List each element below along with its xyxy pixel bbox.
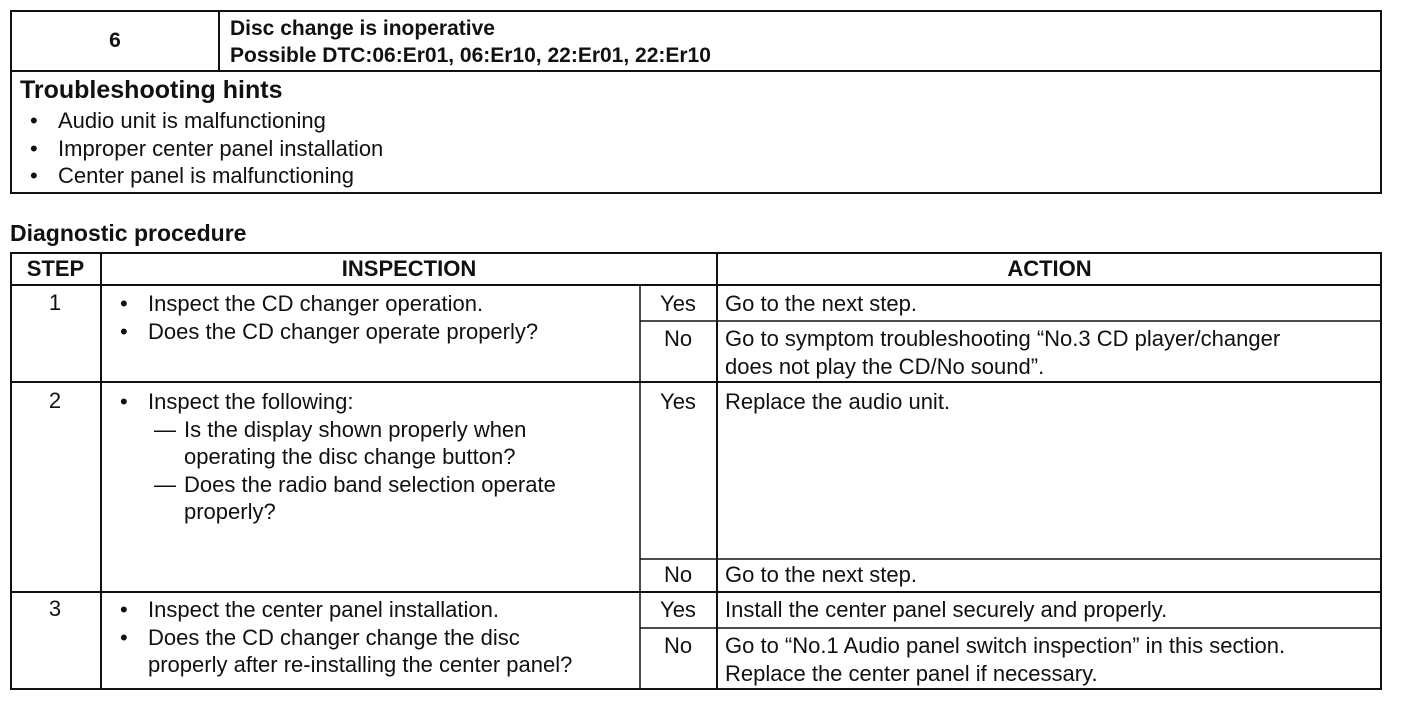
- symptom-dtc: Possible DTC:06:Er01, 06:Er10, 22:Er01, 22:Er10: [230, 44, 711, 67]
- yes-action: Go to the next step.: [725, 291, 918, 316]
- inspection-sub-item-cont: operating the disc change button?: [184, 444, 516, 469]
- inspection-sub-item-cont: properly?: [184, 499, 276, 524]
- inspection-item: • Does the CD changer change the disc: [120, 624, 520, 650]
- hint-item: [24, 135, 383, 163]
- header-action: ACTION: [1007, 256, 1092, 281]
- yes-label: Yes: [660, 291, 696, 316]
- symptom-title-block: [230, 15, 711, 69]
- dash-icon: —: [154, 471, 176, 497]
- step-inspection: [116, 290, 646, 345]
- no-label: No: [663, 326, 693, 351]
- hint-text: Improper center panel installation: [58, 135, 384, 161]
- bullet-icon: •: [30, 163, 38, 188]
- bullet-icon: •: [30, 108, 38, 133]
- step-inspection: [116, 596, 646, 679]
- bullet-icon: •: [120, 624, 128, 650]
- hint-item: [24, 107, 383, 135]
- step-number: 1: [48, 290, 62, 315]
- no-action: Go to “No.1 Audio panel switch inspection” in this section. Replace the center panel if necessary.: [725, 633, 1286, 686]
- bullet-icon: •: [30, 135, 38, 161]
- inspection-sub-item: — Is the display shown properly when: [154, 416, 527, 442]
- yes-action: Install the center panel securely and properly.: [725, 597, 1168, 622]
- inspection-item-cont: properly after re-installing the center panel?: [148, 652, 573, 677]
- symptom-title: Disc change is inoperative: [230, 17, 495, 40]
- step-number: 3: [48, 596, 62, 621]
- inspection-item: • Inspect the CD changer operation.: [120, 291, 484, 316]
- inspection-item: • Inspect the following:: [120, 389, 354, 414]
- procedure-heading: Diagnostic procedure: [10, 220, 247, 246]
- no-action: Go to the next step.: [725, 562, 918, 587]
- yes-label: Yes: [660, 597, 696, 622]
- bullet-icon: •: [120, 597, 128, 622]
- inspection-item: • Inspect the center panel installation.: [120, 597, 500, 622]
- inspection-item: • Does the CD changer operate properly?: [120, 318, 539, 344]
- symptom-box: [10, 10, 1382, 194]
- symptom-header-row: [12, 12, 1380, 72]
- step-number: 2: [48, 388, 62, 413]
- no-action: Go to symptom troubleshooting “No.3 CD player/changer does not play the CD/No sound”.: [725, 326, 1281, 379]
- hint-item: [24, 162, 383, 190]
- bullet-icon: •: [120, 389, 128, 414]
- dash-icon: —: [154, 416, 176, 442]
- hints-heading: Troubleshooting hints: [20, 76, 283, 104]
- symptom-number: 6: [12, 12, 220, 70]
- hints-list: [24, 107, 383, 190]
- yes-label: Yes: [660, 389, 696, 414]
- inspection-sub-item: — Does the radio band selection operate: [154, 471, 556, 497]
- step-inspection: [116, 388, 646, 526]
- bullet-icon: •: [120, 318, 128, 344]
- header-step: STEP: [26, 256, 85, 281]
- hint-text: Audio unit is malfunctioning: [58, 108, 326, 133]
- header-inspection: INSPECTION: [341, 256, 477, 281]
- bullet-icon: •: [120, 291, 128, 316]
- procedure-table: [10, 252, 1382, 690]
- hint-text: Center panel is malfunctioning: [58, 163, 354, 188]
- yes-action: Replace the audio unit.: [725, 389, 951, 414]
- no-label: No: [663, 633, 693, 658]
- no-label: No: [663, 562, 693, 587]
